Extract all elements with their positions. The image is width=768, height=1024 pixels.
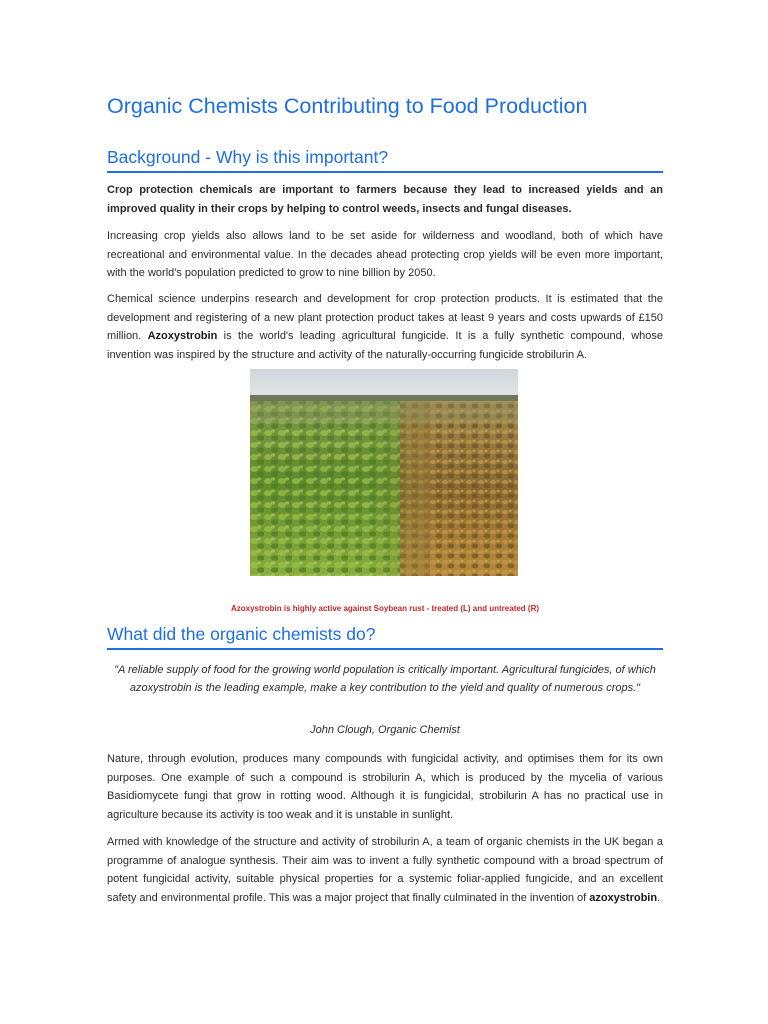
quote-author: John Clough, Organic Chemist <box>310 724 460 736</box>
quote-text: "A reliable supply of food for the growing world population is critically important. Agricultural fungicides, of which azoxystrobin is the leading example, make a key contribution to the yield and quality of numerous crops." <box>114 664 656 694</box>
paragraph-2-text-start: Chemical science underpins research and development for crop protection products. It is estimated that the development and registering of a new plant protection product takes at least 9 years and costs upwards of £150 million. <box>107 293 663 342</box>
paragraph-analogue-synthesis <box>107 833 663 907</box>
soybean-field-photo <box>250 369 518 576</box>
page-title: Organic Chemists Contributing to Food Production <box>107 94 588 118</box>
background-lead-paragraph: Crop protection chemicals are important to farmers because they lead to increased yields and an improved quality in their crops by helping to control weeds, insects and fungal diseases. <box>107 184 663 215</box>
background-paragraph-2 <box>107 290 663 364</box>
paragraph-strobilurin: Nature, through evolution, produces many compounds with fungicidal activity, and optimises them for its own purposes. One example of such a compound is strobilurin A, which is produced by the mycelia of various Basidiomycete fungi that grow in rotting wood. Although it is fungicidal, strobilurin A has no practical use in agriculture because its activity is too weak and it is unstable in sunlight. <box>107 753 663 821</box>
paragraph-4-text-start: Armed with knowledge of the structure and activity of strobilurin A, a team of organic chemists in the UK began a programme of analogue synthesis. Their aim was to invent a fully synthetic compound with a broad spectrum of potent fungicidal activity, suitable physical properties for a systemic foliar-applied fungicide, and an excellent safety and environmental profile. This was a major project that finally culminated in the invention of <box>107 836 663 904</box>
paragraph-4-text-end: . <box>657 891 661 904</box>
paragraph-2-text-end: is the world's leading agricultural fungicide. It is a fully synthetic compound, whose invention was inspired by the structure and activity of the naturally-occurring fungicide strobilurin A. <box>107 330 663 361</box>
background-paragraph-1: Increasing crop yields also allows land to be set aside for wilderness and woodland, both of which have recreational and environmental value. In the decades ahead protecting crop yields will be even more important, with the world's population predicted to grow to nine billion by 2050. <box>107 230 663 279</box>
background-heading: Background - Why is this important? <box>107 147 663 173</box>
azoxystrobin-term-2: azoxystrobin <box>589 891 658 904</box>
azoxystrobin-term: Azoxystrobin <box>147 330 218 342</box>
figure-caption: Azoxystrobin is highly active against Soybean rust - treated (L) and untreated (R) <box>230 604 540 613</box>
what-did-chemists-do-heading: What did the organic chemists do? <box>107 624 663 650</box>
